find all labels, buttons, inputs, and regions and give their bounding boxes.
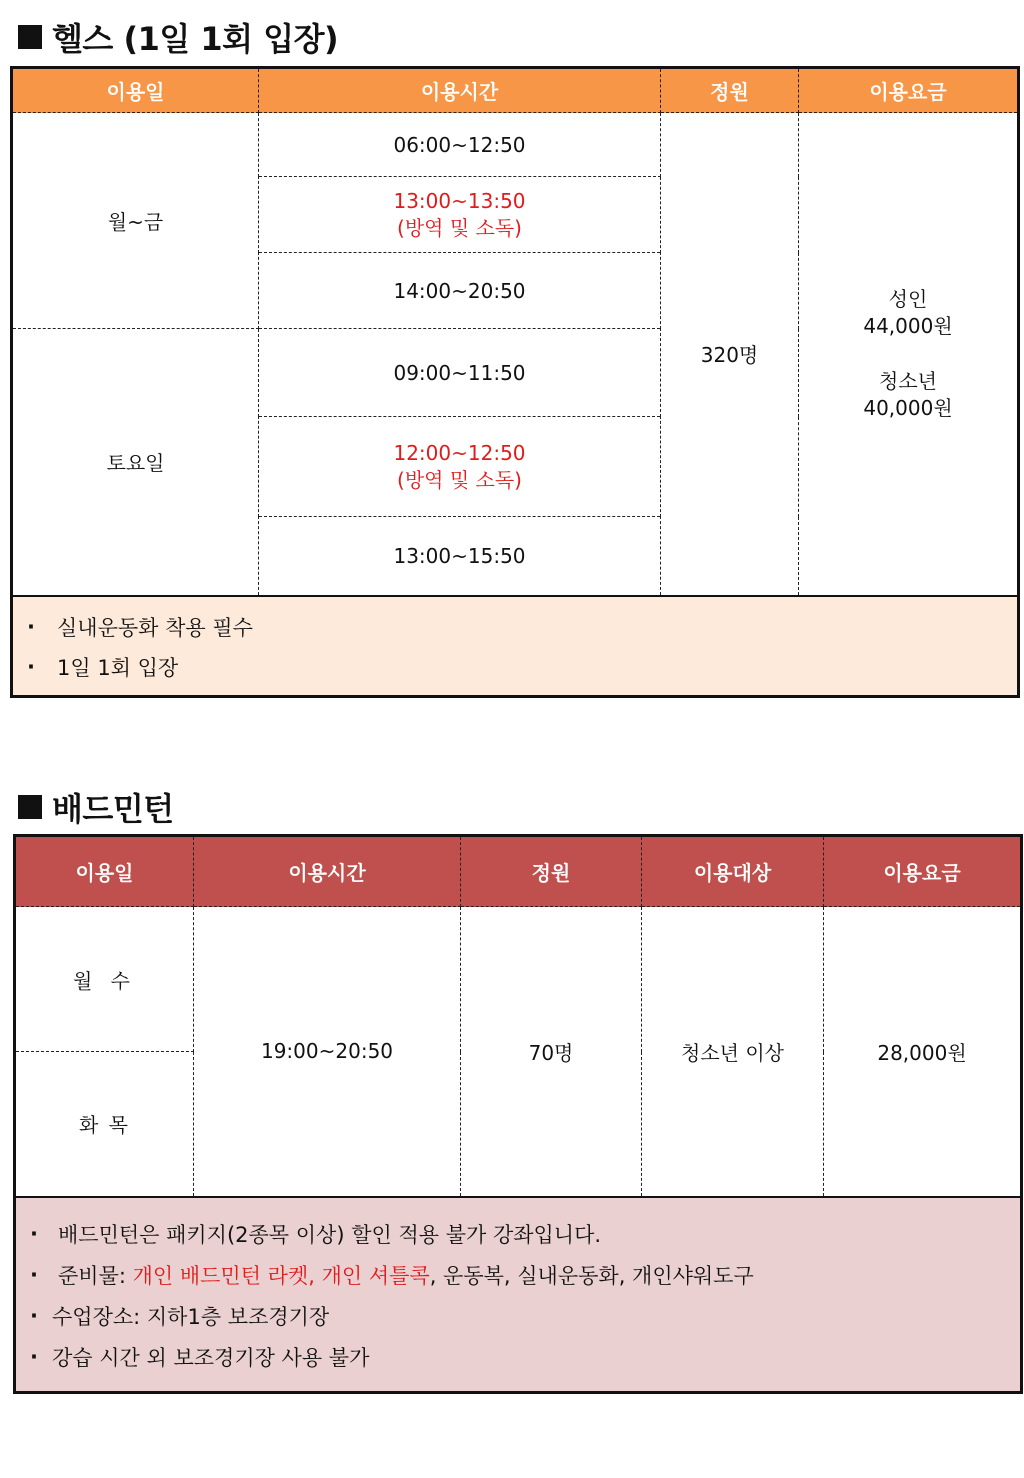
note-item bbox=[27, 607, 1017, 647]
header-usage-time: 이용시간 bbox=[194, 836, 461, 907]
capacity-cell: 320명 bbox=[661, 113, 799, 596]
youth-fee: 40,000원 bbox=[863, 395, 953, 420]
time-slot: 13:00~15:50 bbox=[259, 517, 661, 596]
square-bullet-icon bbox=[18, 25, 42, 49]
health-notes bbox=[12, 596, 1019, 697]
header-usage-day: 이용일 bbox=[15, 836, 194, 907]
note-text: 수업장소: 지하1층 보조경기장 bbox=[52, 1305, 330, 1329]
header-fee: 이용요금 bbox=[799, 68, 1019, 113]
note-text-highlight: 개인 배드민턴 라켓, 개인 셔틀콕 bbox=[132, 1264, 430, 1288]
time-slot-note: (방역 및 소독) bbox=[397, 215, 522, 240]
note-text: 실내운동화 착용 필수 bbox=[57, 615, 253, 640]
saturday-cell: 토요일 bbox=[12, 329, 259, 596]
badminton-title-text: 배드민턴 bbox=[52, 790, 174, 828]
note-text: 1일 1회 입장 bbox=[57, 655, 179, 680]
youth-label: 청소년 bbox=[879, 368, 937, 393]
time-slot-note: (방역 및 소독) bbox=[397, 467, 522, 492]
bullet-dot: · bbox=[30, 1304, 38, 1328]
fee-cell bbox=[799, 113, 1019, 596]
adult-label: 성인 bbox=[888, 286, 928, 311]
badminton-notes-row bbox=[15, 1197, 1022, 1393]
note-item bbox=[30, 1296, 1020, 1337]
day-mon-wed: 월 수 bbox=[15, 907, 194, 1052]
note-item bbox=[27, 647, 1017, 687]
bullet-dot: · bbox=[27, 654, 35, 679]
bullet-dot: · bbox=[30, 1263, 38, 1287]
square-bullet-icon bbox=[18, 795, 42, 819]
note-item bbox=[30, 1214, 1020, 1255]
header-capacity: 정원 bbox=[661, 68, 799, 113]
badminton-time: 19:00~20:50 bbox=[194, 907, 461, 1197]
health-section-title bbox=[18, 14, 338, 60]
time-slot: 06:00~12:50 bbox=[259, 113, 661, 177]
time-slot-disinfection bbox=[259, 177, 661, 253]
day-tue-thu: 화 목 bbox=[15, 1052, 194, 1197]
note-text: 배드민턴은 패키지(2종목 이상) 할인 적용 불가 강좌입니다. bbox=[58, 1223, 602, 1247]
header-fee: 이용요금 bbox=[824, 836, 1022, 907]
badminton-fee: 28,000원 bbox=[824, 907, 1022, 1197]
note-item bbox=[30, 1337, 1020, 1378]
weekday-cell: 월~금 bbox=[12, 113, 259, 329]
note-text-prefix: 준비물: bbox=[58, 1264, 133, 1288]
adult-fee: 44,000원 bbox=[863, 313, 953, 338]
time-slot-time: 13:00~13:50 bbox=[393, 188, 526, 213]
badminton-header-row bbox=[15, 836, 1022, 907]
time-slot-time: 12:00~12:50 bbox=[393, 440, 526, 465]
badminton-section-title bbox=[18, 784, 174, 830]
health-table bbox=[10, 66, 1020, 698]
header-target: 이용대상 bbox=[642, 836, 824, 907]
bullet-dot: · bbox=[27, 614, 35, 639]
header-usage-time: 이용시간 bbox=[259, 68, 661, 113]
time-slot-disinfection bbox=[259, 417, 661, 517]
health-header-row bbox=[12, 68, 1019, 113]
health-notes-row bbox=[12, 596, 1019, 697]
note-text: 강습 시간 외 보조경기장 사용 불가 bbox=[52, 1346, 370, 1370]
time-slot: 09:00~11:50 bbox=[259, 329, 661, 417]
header-capacity: 정원 bbox=[461, 836, 642, 907]
note-text-suffix: , 운동복, 실내운동화, 개인샤워도구 bbox=[429, 1264, 754, 1288]
header-usage-day: 이용일 bbox=[12, 68, 259, 113]
badminton-capacity: 70명 bbox=[461, 907, 642, 1197]
health-title-text: 헬스 (1일 1회 입장) bbox=[52, 20, 339, 58]
badminton-notes bbox=[15, 1197, 1022, 1393]
time-slot: 14:00~20:50 bbox=[259, 253, 661, 329]
badminton-target: 청소년 이상 bbox=[642, 907, 824, 1197]
badminton-table bbox=[13, 834, 1023, 1394]
bullet-dot: · bbox=[30, 1345, 38, 1369]
bullet-dot: · bbox=[30, 1222, 38, 1246]
note-item bbox=[30, 1255, 1020, 1296]
